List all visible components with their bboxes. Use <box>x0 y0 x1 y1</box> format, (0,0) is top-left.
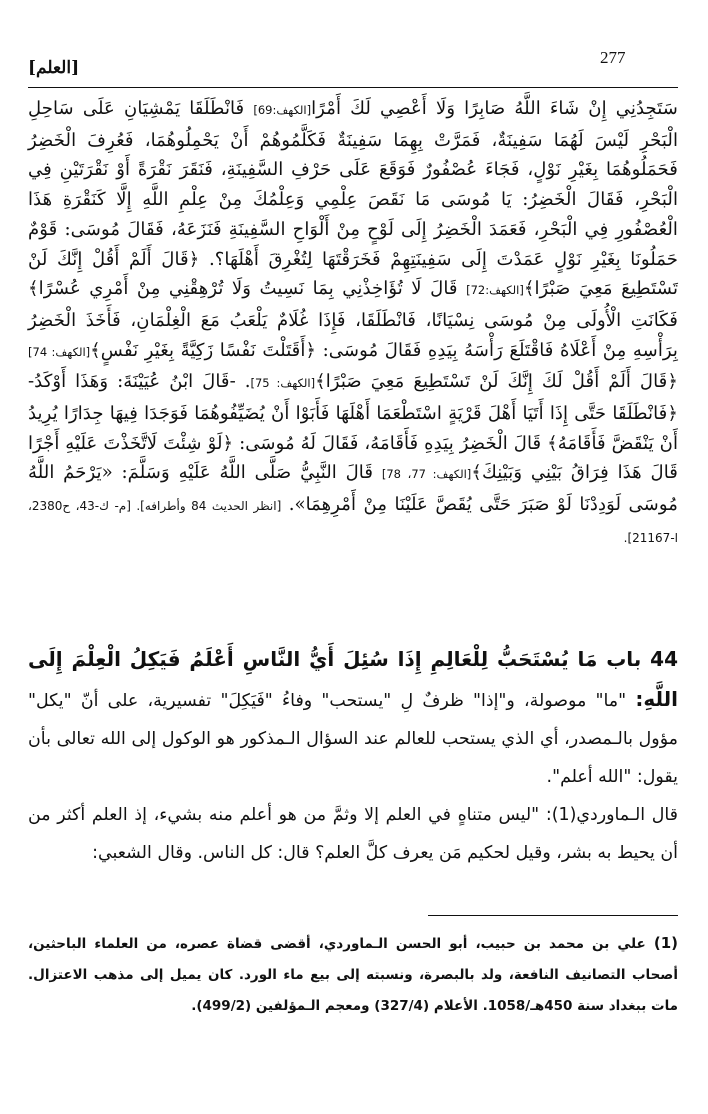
commentary-paragraph-1: "ما" موصولة، و"إذا" ظرفٌ لِ "يستحب" وفاءُ "فَيَكِلَ" تفسيرية، على أنّ "يكل" مؤول بالـمصدر، أي الذي يستحب للعالم عند السؤال الـمذكور هو الوكول إلى الله تعالى بأن يقول: "الله أعلم". <box>28 691 678 787</box>
header-rule <box>28 87 678 88</box>
hadith-text <box>28 94 678 554</box>
commentary-paragraph-2: قال الـماوردي(1): "ليس متناهٍ في العلم إلا وثمَّ من هو أعلم منه بشيء، إذ العلم أكثر من أن يحيط به بشر، وقيل لحكيم مَن يعرف كلَّ العلم؟ قال: كل الناس. وقال الشعبي: <box>28 805 678 863</box>
hadith-segment-3: قَالَ لَا تُؤَاخِذْنِي بِمَا نَسِيتُ وَلَا تُرْهِقْنِي مِنْ أَمْرِي عُسْرًا﴾ فَكَانَتِ الْأُولَى مِنْ مُوسَى نِسْيَانًا، فَانْطَلَقَا، فَإِذَا غُلَامٌ يَلْعَبُ مَعَ الْغِلْمَانِ، فَأَخَذَ الْخَضِرُ بِرَأْسِهِ مِنْ أَعْلَاهُ فَاقْتَلَعَ رَأْسَهُ بِيَدِهِ فَقَالَ مُوسَى: ﴿أَقَتَلْتَ نَفْسًا زَكِيَّةً بِغَيْرِ نَفْسٍ﴾ <box>28 278 678 361</box>
chapter-paragraph <box>28 640 678 796</box>
hadith-source-reference: [انظر الحديث 84 وأطرافه]. [م- ك-43، ح2380، ا-21167]. <box>28 499 678 545</box>
hadith-segment-2: فَانْطَلَقَا يَمْشِيَانِ عَلَى سَاحِلِ الْبَحْرِ لَيْسَ لَهُمَا سَفِينَةٌ، فَمَرَّتْ بِهِمَا سَفِينَةٌ فَكَلَّمُوهُمْ أَنْ يَحْمِلُوهُمَا، فَعُرِفَ الْخَضِرُ فَحَمَلُوهُمَا بِغَيْرِ نَوْلٍ، فَجَاءَ عُصْفُورٌ فَوَقَعَ عَلَى حَرْفِ السَّفِينَةِ، فَنَقَرَ نَقْرَةً أَوْ نَقْرَتَيْنِ فِي الْبَحْرِ، فَقَالَ الْخَضِرُ: يَا مُوسَى مَا نَقَصَ عِلْمِي وَعِلْمُكَ مِنْ عِلْمِ اللَّهِ إِلَّا كَنَقْرَةِ هَذَا الْعُصْفُورِ فِي الْبَحْرِ، فَعَمَدَ الْخَضِرُ إِلَى لَوْحٍ مِنْ أَلْوَاحِ السَّفِينَةِ فَنَزَعَهُ، فَقَالَ مُوسَى: قَوْمٌ حَمَلُونَا بِغَيْرِ نَوْلٍ عَمَدْتَ إِلَى سَفِينَتِهِمْ فَخَرَقْتَهَا لِتُغْرِقَ أَهْلَهَا؟. ﴿قَالَ أَلَمْ أَقُلْ إِنَّكَ لَنْ تَسْتَطِيعَ مَعِيَ صَبْرًا﴾ <box>28 98 679 300</box>
quran-reference-4: [الكهف: 75] <box>250 376 316 391</box>
hadith-segment-4: ﴿قَالَ أَلَمْ أَقُلْ لَكَ إِنَّكَ لَنْ تَسْتَطِيعَ مَعِيَ صَبْرًا﴾ <box>315 371 678 393</box>
hadith-segment-1: سَتَجِدُنِي إِنْ شَاءَ اللَّهُ صَابِرًا وَلَا أَعْصِي لَكَ أَمْرًا <box>311 98 678 119</box>
running-title: [العلم] <box>28 58 80 78</box>
quran-reference-3: [الكهف: 74] <box>28 344 91 359</box>
page-number: 277 <box>600 48 626 67</box>
commentary-text <box>28 640 678 872</box>
hadith-segment-5: . -قَالَ ابْنُ عُيَيْنَةَ: وَهَذَا أَوْكَدُ- ﴿فَانْطَلَقَا حَتَّى إِذَا أَتَيَا أَهْلَ قَرْيَةٍ اسْتَطْعَمَا أَهْلَهَا فَأَبَوْا أَنْ يُضَيِّفُوهُمَا فَوَجَدَا فِيهَا جِدَارًا يُرِيدُ أَنْ يَنْقَضَّ فَأَقَامَهُ﴾ قَالَ الْخَضِرُ بِيَدِهِ فَأَقَامَهُ، فَقَالَ لَهُ مُوسَى: ﴿لَوْ شِئْتَ لَاتَّخَذْتَ عَلَيْهِ أَجْرًا قَالَ هَذَا فِرَاقُ بَيْنِي وَبَيْنِكَ﴾ <box>28 371 679 484</box>
quran-reference-2: [الكهف:72] <box>466 283 524 298</box>
footnote-number: (1) <box>653 934 678 952</box>
quran-reference-1: [الكهف:69] <box>253 103 312 117</box>
footnote-rule <box>428 915 678 916</box>
footnote-text: علي بن محمد بن حبيب، أبو الحسن الـماوردي، أقضى قضاة عصره، من العلماء الباحثين، أصحاب التصانيف النافعة، ولد بالبصرة، ونسبته إلى بيع ماء الورد. كان يميل إلى مذهب الاعتزال. مات ببغداد سنة 450هـ/1058. الأعلام (327/4) ومعجم الـمؤلفين (499/2). <box>28 936 678 1014</box>
chapter-title: 44 باب مَا يُسْتَحَبُّ لِلْعَالِمِ إِذَا سُئِلَ أَيُّ النَّاسِ أَعْلَمُ فَيَكِلُ الْعِلْمَ إِلَى اللَّهِ: <box>28 647 678 711</box>
footnote <box>28 928 678 1022</box>
hadith-segment-6: قَالَ النَّبِيُّ صَلَّى اللَّهُ عَلَيْهِ وَسَلَّمَ: «يَرْحَمُ اللَّهُ مُوسَى لَوَدِدْنَا لَوْ صَبَرَ حَتَّى يُقَصَّ عَلَيْنَا مِنْ أَمْرِهِمَا». <box>28 462 679 516</box>
quran-reference-5: [الكهف: 77، 78] <box>381 467 472 482</box>
